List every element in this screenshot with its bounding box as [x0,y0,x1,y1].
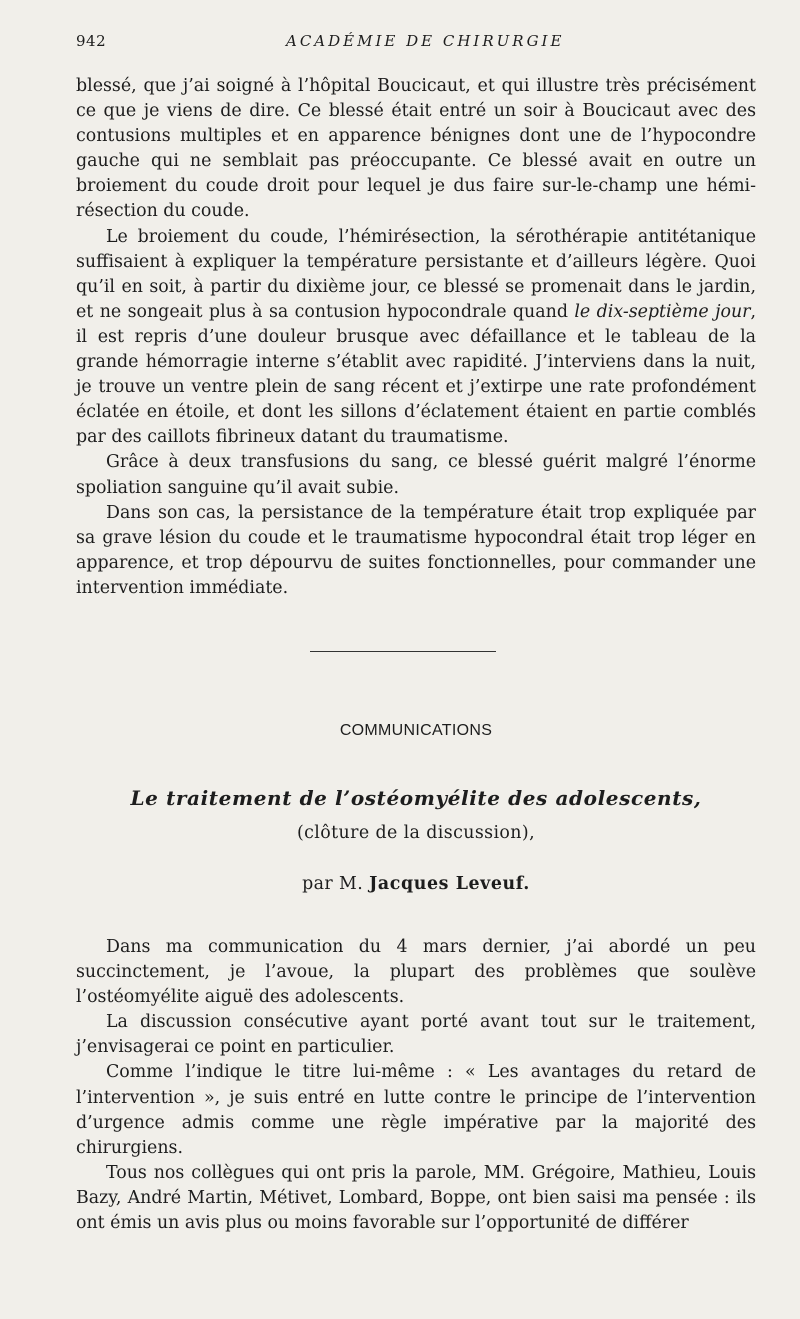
continued-text [76,74,756,601]
paragraph: Dans son cas, la persistance de la température était trop expliquée par sa grave lésion du coude et le traumatisme hypocondral était trop léger en apparence, et trop dépourvu de suites fonctionnelles, pour commander une intervention immédiate. [76,502,756,598]
article-subtitle: (clôture de la discussion), [296,823,536,843]
article-title: Le traitement de l’ostéomyélite des adolescents, [130,786,702,810]
paragraph: La discussion consécutive ayant porté avant tout sur le traitement, j’envisagerai ce point en particulier. [76,1012,756,1058]
paragraph-text: , il est repris d’une douleur brusque avec défaillance et le tableau de la grande hémorragie interne s’établit avec rapidité. J’interviens dans la nuit, je trouve un ventre plein de sang récent et j’extirpe une rate profondément éclatée en étoile, et dont les sillons d’éclatement étaient en partie comblés par des caillots fibrineux datant du traumatisme. [76,301,756,448]
paragraph: Grâce à deux transfusions du sang, ce blessé guérit malgré l’énorme spoliation sanguine qu’il avait subie. [76,452,756,498]
paragraph: Tous nos collègues qui ont pris la parole, MM. Grégoire, Mathieu, Louis Bazy, André Martin, Métivet, Lombard, Boppe, ont bien saisi ma pensée : ils ont émis un avis plus ou moins favorable sur l’opportunité de différer [76,1162,756,1234]
journal-title: ACADÉMIE DE CHIRURGIE [286,32,565,50]
emphasis-text: le dix-septième jour [574,301,751,322]
author-name: Jacques Leveuf. [369,874,530,894]
paragraph: Dans ma communication du 4 mars dernier, j’ai abordé un peu succinctement, je l’avoue, la plupart des problèmes que soulève l’ostéomyélite aiguë des adolescents. [76,937,756,1008]
section-divider [310,651,496,652]
page-number: 942 [76,32,107,50]
section-heading: COMMUNICATIONS [339,722,493,739]
paragraph: blessé, que j’ai soigné à l’hôpital Boucicaut, et qui illustre très précisément ce que je viens de dire. Ce blessé était entré un soir à Boucicaut avec des contusions multiples et en apparence bénignes dont une de l’hypocondre gauche qui ne semblait pas préoccupante. Ce blessé avait en outre un broiement du coude droit pour lequel je dus faire sur-le-champ une hémi-résection du coude. [76,76,756,222]
running-head [76,32,756,54]
paragraph: Comme l’indique le titre lui-même : « Les avantages du retard de l’intervention », je suis entré en lutte contre le principe de l’intervention d’urgence admis comme une règle impérative par la majorité des chirurgiens. [76,1062,756,1158]
author-line [76,874,756,894]
paragraph [76,225,756,451]
author-prefix: par M. [302,874,364,894]
article-body [76,935,756,1236]
paragraph-text: Le broiement du coude, l’hémirésection, la sérothérapie antitétanique suffisaient à expliquer la température persistante et d’ailleurs légère. Quoi qu’il en soit, à partir du dixième jour, ce blessé se promenait dans le jardin, et ne songeait plus à sa contusion hypocondrale quand [76,226,756,322]
